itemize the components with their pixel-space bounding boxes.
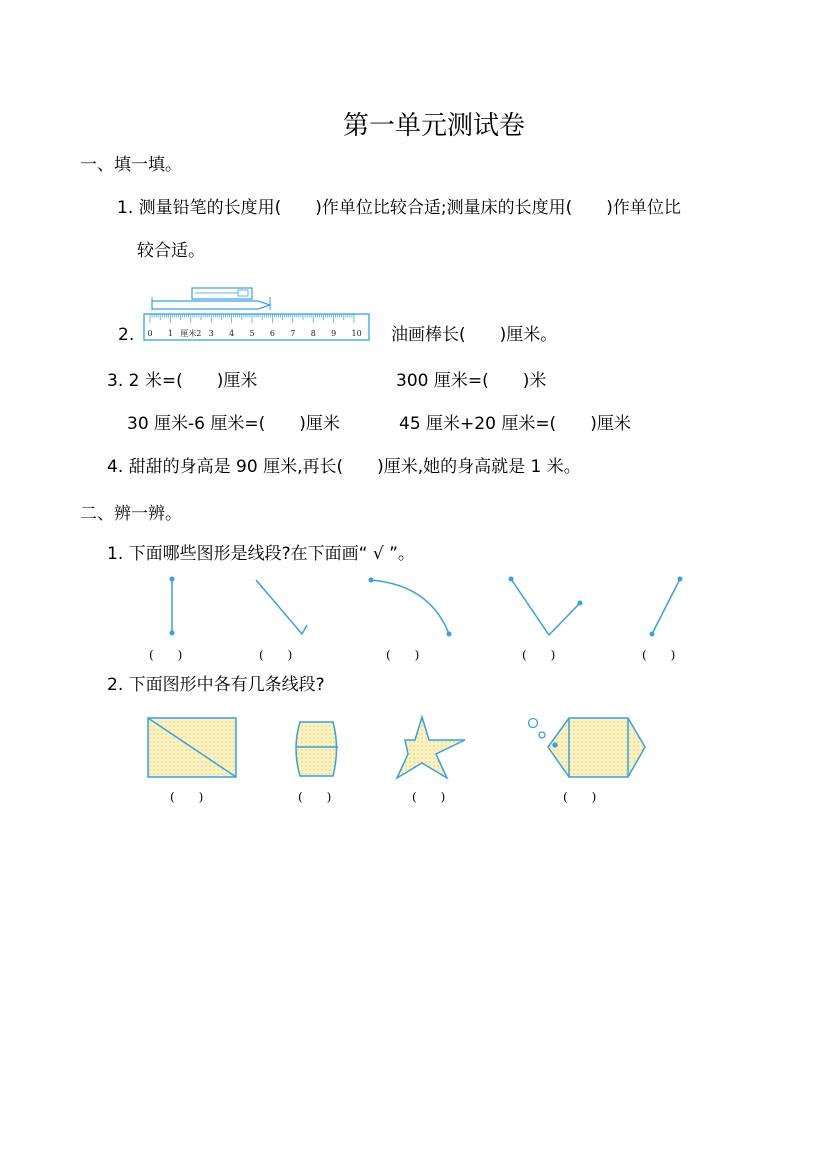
figure-fish <box>548 718 645 777</box>
ruler-label: 0 <box>147 329 153 338</box>
question-4: 4. 甜甜的身高是 90 厘米,再长( )厘米,她的身高就是 1 米。 <box>107 457 581 477</box>
answer-blank-2[interactable]: ( ) <box>259 648 293 662</box>
question-1-line1: 1. 测量铅笔的长度用( )作单位比较合适;测量床的长度用( )作单位比 <box>117 198 681 218</box>
answer-blank-1[interactable]: ( ) <box>149 648 183 662</box>
section2-heading: 二、辨一辨。 <box>80 504 182 524</box>
shape-answer-blank-3[interactable]: ( ) <box>412 790 446 804</box>
ruler-label: 6 <box>269 329 275 338</box>
ruler-label: 厘米2 <box>180 329 202 338</box>
ruler-label: 3 <box>208 329 214 338</box>
ruler-label: 10 <box>351 329 362 338</box>
ruler-label: 4 <box>229 329 235 338</box>
section1-heading: 一、填一填。 <box>80 155 182 175</box>
bubble-icon <box>529 719 538 728</box>
page-title: 第一单元测试卷 <box>343 111 526 141</box>
question-2-text: 油画棒长( )厘米。 <box>391 325 558 345</box>
answer-blank-4[interactable]: ( ) <box>522 648 556 662</box>
shape-answer-blank-4[interactable]: ( ) <box>563 790 597 804</box>
shape-answer-blank-2[interactable]: ( ) <box>298 790 332 804</box>
question-3-b: 300 厘米=( )米 <box>396 371 547 391</box>
section2-question-1: 1. 下面哪些图形是线段?在下面画“ √ ”。 <box>107 544 415 564</box>
question-1-line2: 较合适。 <box>137 241 205 261</box>
question-3-c: 30 厘米-6 厘米=( )厘米 <box>127 414 340 434</box>
ruler-label: 5 <box>249 329 255 338</box>
section2-question-2: 2. 下面图形中各有几条线段? <box>107 675 325 695</box>
question-3-a: 3. 2 米=( )厘米 <box>107 371 258 391</box>
ruler-label: 7 <box>290 329 296 338</box>
question-3-d: 45 厘米+20 厘米=( )厘米 <box>399 414 631 434</box>
figure-circle-chord <box>296 722 337 776</box>
question-2-number: 2. <box>118 325 135 345</box>
answer-blank-3[interactable]: ( ) <box>386 648 420 662</box>
shape-answer-blank-1[interactable]: ( ) <box>170 790 204 804</box>
answer-blank-5[interactable]: ( ) <box>642 648 676 662</box>
ruler-label: 9 <box>331 329 337 338</box>
ruler-label: 1 <box>167 329 173 338</box>
figure-star <box>397 717 465 778</box>
ruler-label: 8 <box>310 329 316 338</box>
